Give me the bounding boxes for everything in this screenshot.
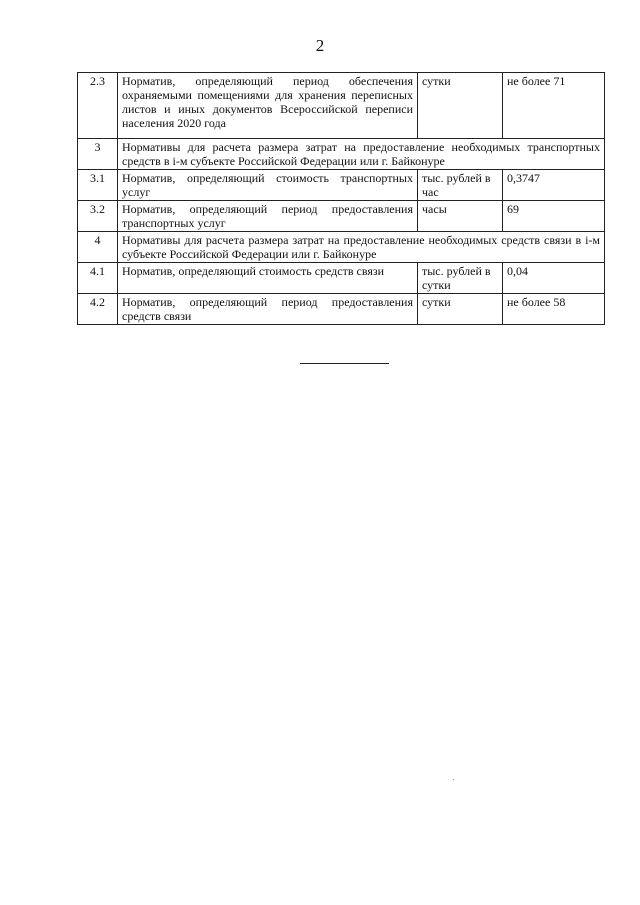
row-description: Норматив, определяющий период предоставления транспортных услуг — [118, 201, 418, 232]
row-unit: сутки — [418, 294, 503, 325]
row-number: 3.1 — [78, 170, 118, 201]
row-unit: тыс. рублей в сутки — [418, 263, 503, 294]
row-number: 3.2 — [78, 201, 118, 232]
row-value: не более 71 — [503, 73, 605, 139]
row-number: 4 — [78, 232, 118, 263]
page-number: 2 — [315, 36, 325, 55]
row-number: 3 — [78, 139, 118, 170]
table-row-section — [78, 232, 605, 263]
section-heading: Нормативы для расчета размера затрат на предоставление необходимых средств связи в i-м субъекте Российской Федерации или г. Байконуре — [118, 232, 605, 263]
row-unit: тыс. рублей в час — [418, 170, 503, 201]
scan-speck — [453, 779, 454, 780]
row-number: 4.2 — [78, 294, 118, 325]
row-number: 2.3 — [78, 73, 118, 139]
row-value: 0,04 — [503, 263, 605, 294]
row-value: 69 — [503, 201, 605, 232]
row-number: 4.1 — [78, 263, 118, 294]
row-value: 0,3747 — [503, 170, 605, 201]
row-value: не более 58 — [503, 294, 605, 325]
row-description: Норматив, определяющий период обеспечения охраняемыми помещениями для хранения переписных листов и иных документов Всероссийской переписи населения 2020 года — [118, 73, 418, 139]
row-description: Норматив, определяющий стоимость транспортных услуг — [118, 170, 418, 201]
table-row — [78, 263, 605, 294]
row-description: Норматив, определяющий период предоставления средств связи — [118, 294, 418, 325]
table-row-section — [78, 139, 605, 170]
table-row — [78, 294, 605, 325]
table-row — [78, 201, 605, 232]
section-heading: Нормативы для расчета размера затрат на предоставление необходимых транспортных средств в i-м субъекте Российской Федерации или г. Байконуре — [118, 139, 605, 170]
norms-table — [77, 72, 605, 325]
table-row — [78, 73, 605, 139]
row-unit: часы — [418, 201, 503, 232]
table-row — [78, 170, 605, 201]
end-separator-line — [300, 363, 389, 364]
row-description: Норматив, определяющий стоимость средств связи — [118, 263, 418, 294]
row-unit: сутки — [418, 73, 503, 139]
